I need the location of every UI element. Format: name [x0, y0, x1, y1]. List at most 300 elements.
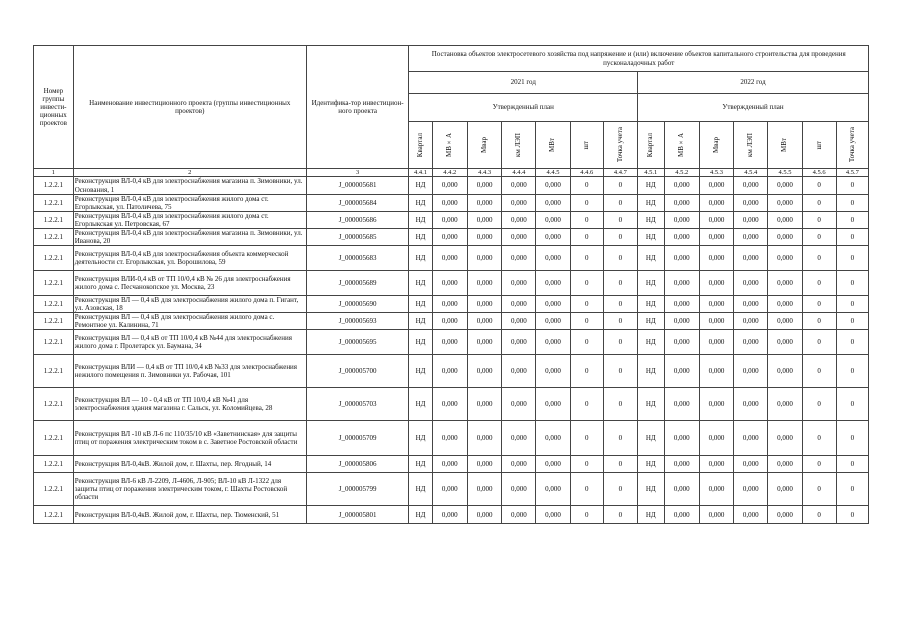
header-subcol-2022 — [836, 122, 868, 169]
row-value-2022: 0,000 — [768, 177, 802, 194]
row-value-2022: 0 — [836, 355, 868, 388]
row-value-2021: 0,000 — [432, 355, 467, 388]
row-value-2022: НД — [638, 330, 665, 355]
row-value-2022: 0 — [802, 330, 836, 355]
row-value-2021: 0,000 — [536, 245, 570, 270]
row-value-2022: 0 — [836, 245, 868, 270]
row-value-2021: 0 — [603, 388, 637, 421]
row-group-number: 1.2.2.1 — [34, 177, 74, 194]
table-row — [34, 270, 869, 295]
row-value-2022: 0,000 — [768, 473, 802, 506]
row-value-2022: 0 — [836, 228, 868, 245]
column-number: 2 — [73, 169, 306, 177]
row-value-2021: 0 — [603, 228, 637, 245]
row-project-name: Реконструкция ВЛ-0,4 кВ для электроснабжения магазина п. Зимовники, ул. Основания, 1 — [73, 177, 306, 194]
row-project-name: Реконструкция ВЛИ — 0,4 кВ от ТП 10/0,4 кВ №33 для электроснабжения нежилого помещения п. Зимовники ул. Рабочая, 101 — [73, 355, 306, 388]
row-value-2021: 0,000 — [432, 473, 467, 506]
row-value-2022: 0 — [802, 270, 836, 295]
row-value-2022: 0,000 — [664, 421, 699, 456]
row-project-id: J_000005689 — [306, 270, 409, 295]
row-value-2021: 0,000 — [467, 245, 501, 270]
row-value-2021: 0,000 — [502, 270, 536, 295]
row-value-2021: НД — [409, 388, 432, 421]
row-value-2022: 0 — [836, 421, 868, 456]
row-value-2021: 0 — [603, 456, 637, 473]
row-value-2022: 0,000 — [664, 228, 699, 245]
row-group-number: 1.2.2.1 — [34, 211, 74, 228]
header-subcol-label: Мвар — [711, 136, 720, 154]
row-value-2022: НД — [638, 388, 665, 421]
row-value-2022: 0,000 — [699, 506, 733, 524]
row-value-2021: 0,000 — [467, 177, 501, 194]
row-value-2022: 0,000 — [699, 211, 733, 228]
row-value-2021: 0,000 — [536, 388, 570, 421]
row-value-2022: 0,000 — [768, 194, 802, 211]
row-value-2022: 0 — [836, 506, 868, 524]
header-subcol-2021 — [467, 122, 501, 169]
row-value-2021: 0,000 — [467, 295, 501, 312]
row-value-2021: 0,000 — [536, 421, 570, 456]
row-project-id: J_000005690 — [306, 295, 409, 312]
row-value-2022: 0,000 — [664, 506, 699, 524]
row-value-2021: 0,000 — [536, 506, 570, 524]
row-value-2022: 0,000 — [768, 312, 802, 329]
row-value-2021: 0 — [570, 456, 603, 473]
row-value-2022: 0,000 — [734, 211, 768, 228]
row-value-2022: 0,000 — [664, 245, 699, 270]
row-value-2021: 0 — [570, 388, 603, 421]
row-value-2022: НД — [638, 177, 665, 194]
header-subcol-2022 — [734, 122, 768, 169]
row-value-2022: 0,000 — [734, 388, 768, 421]
row-value-2022: 0,000 — [768, 245, 802, 270]
row-value-2021: 0,000 — [432, 506, 467, 524]
table-row — [34, 194, 869, 211]
header-subcol-label: Точка учета — [847, 127, 856, 163]
column-number: 4.5.6 — [802, 169, 836, 177]
row-value-2022: 0,000 — [734, 177, 768, 194]
row-value-2021: 0,000 — [502, 473, 536, 506]
row-value-2022: 0 — [836, 312, 868, 329]
row-value-2021: 0 — [603, 295, 637, 312]
row-value-2022: 0 — [802, 355, 836, 388]
row-value-2021: 0 — [603, 194, 637, 211]
row-value-2021: 0,000 — [467, 312, 501, 329]
row-value-2021: 0,000 — [536, 456, 570, 473]
row-value-2022: 0,000 — [699, 330, 733, 355]
row-value-2021: 0,000 — [536, 355, 570, 388]
row-value-2021: 0 — [603, 245, 637, 270]
row-value-2021: НД — [409, 473, 432, 506]
row-value-2021: 0 — [570, 421, 603, 456]
row-value-2021: 0,000 — [536, 473, 570, 506]
row-value-2022: 0 — [802, 421, 836, 456]
row-value-2021: 0,000 — [502, 456, 536, 473]
row-value-2022: НД — [638, 421, 665, 456]
row-value-2022: 0,000 — [734, 506, 768, 524]
header-subcol-2021 — [409, 122, 432, 169]
row-value-2022: НД — [638, 228, 665, 245]
row-group-number: 1.2.2.1 — [34, 270, 74, 295]
row-project-id: J_000005681 — [306, 177, 409, 194]
header-subcol-2021 — [536, 122, 570, 169]
row-value-2022: 0,000 — [734, 228, 768, 245]
header-main-title: Постановка объектов электросетевого хозяйства под напряжение и (или) включение объектов капитального строительства для проведения пусконаладочных работ — [409, 46, 869, 72]
row-value-2021: НД — [409, 211, 432, 228]
row-value-2022: 0 — [802, 388, 836, 421]
row-value-2022: 0,000 — [664, 388, 699, 421]
table-row — [34, 211, 869, 228]
row-value-2021: 0 — [570, 355, 603, 388]
row-value-2021: 0 — [603, 330, 637, 355]
row-group-number: 1.2.2.1 — [34, 456, 74, 473]
row-value-2021: НД — [409, 421, 432, 456]
header-subcol-label: МВт — [548, 138, 557, 152]
table-row — [34, 473, 869, 506]
row-value-2021: 0,000 — [467, 194, 501, 211]
row-value-2021: 0,000 — [432, 330, 467, 355]
row-group-number: 1.2.2.1 — [34, 355, 74, 388]
row-value-2021: 0,000 — [536, 312, 570, 329]
row-value-2022: 0,000 — [734, 295, 768, 312]
row-value-2021: 0,000 — [467, 211, 501, 228]
row-project-id: J_000005703 — [306, 388, 409, 421]
row-value-2022: 0,000 — [768, 421, 802, 456]
row-value-2021: 0,000 — [502, 355, 536, 388]
row-group-number: 1.2.2.1 — [34, 473, 74, 506]
row-value-2022: 0,000 — [699, 473, 733, 506]
column-number: 4.4.2 — [432, 169, 467, 177]
row-project-name: Реконструкция ВЛ-0,4кВ. Жилой дом, г. Шахты, пер. Ягодный, 14 — [73, 456, 306, 473]
header-subcol-label: Мвар — [479, 136, 488, 154]
row-value-2022: 0,000 — [664, 194, 699, 211]
row-value-2021: 0 — [603, 506, 637, 524]
row-value-2022: НД — [638, 456, 665, 473]
row-value-2021: 0,000 — [502, 506, 536, 524]
row-value-2021: 0,000 — [467, 355, 501, 388]
row-project-id: J_000005695 — [306, 330, 409, 355]
column-number: 4.4.5 — [536, 169, 570, 177]
table-row — [34, 388, 869, 421]
row-value-2022: 0 — [836, 456, 868, 473]
row-value-2022: НД — [638, 506, 665, 524]
row-group-number: 1.2.2.1 — [34, 330, 74, 355]
column-number: 4.4.4 — [502, 169, 536, 177]
row-value-2022: 0,000 — [734, 330, 768, 355]
row-value-2022: 0,000 — [768, 456, 802, 473]
row-project-name: Реконструкция ВЛИ-0,4 кВ от ТП 10/0,4 кВ № 26 для электроснабжения жилого дома с. Песчанокопское ул. Москва, 23 — [73, 270, 306, 295]
row-value-2022: 0 — [836, 295, 868, 312]
row-value-2022: 0 — [836, 194, 868, 211]
column-number: 1 — [34, 169, 74, 177]
row-group-number: 1.2.2.1 — [34, 194, 74, 211]
row-value-2022: НД — [638, 295, 665, 312]
table-row — [34, 330, 869, 355]
row-value-2021: НД — [409, 295, 432, 312]
row-value-2021: 0,000 — [467, 228, 501, 245]
header-subcol-2022 — [768, 122, 802, 169]
row-group-number: 1.2.2.1 — [34, 421, 74, 456]
row-value-2022: 0 — [836, 270, 868, 295]
row-value-2022: 0 — [802, 177, 836, 194]
row-value-2022: 0,000 — [664, 177, 699, 194]
column-number: 4.4.6 — [570, 169, 603, 177]
row-value-2022: 0,000 — [734, 194, 768, 211]
row-value-2021: 0,000 — [432, 245, 467, 270]
header-group-number: Номер группы инвести-ционных проектов — [34, 46, 74, 169]
header-subcol-label: МВт — [780, 138, 789, 152]
column-number: 4.5.7 — [836, 169, 868, 177]
row-value-2022: 0,000 — [768, 506, 802, 524]
row-value-2022: 0,000 — [664, 355, 699, 388]
column-number: 3 — [306, 169, 409, 177]
header-subcol-2022 — [699, 122, 733, 169]
row-group-number: 1.2.2.1 — [34, 245, 74, 270]
header-subcol-label: км ЛЭП — [746, 132, 755, 157]
row-value-2022: 0,000 — [699, 388, 733, 421]
row-value-2022: 0,000 — [734, 270, 768, 295]
row-value-2021: 0,000 — [467, 330, 501, 355]
header-subcol-label: Квартал — [646, 132, 655, 158]
row-value-2022: 0,000 — [734, 456, 768, 473]
column-number: 4.5.3 — [699, 169, 733, 177]
row-value-2022: 0,000 — [699, 312, 733, 329]
row-project-name: Реконструкция ВЛ — 0,4 кВ для электроснабжения жилого дома п. Гигант, ул. Азовская, 18 — [73, 295, 306, 312]
investment-program-table-page — [33, 45, 869, 524]
row-value-2022: НД — [638, 270, 665, 295]
header-subcol-2021 — [432, 122, 467, 169]
row-value-2022: 0,000 — [664, 456, 699, 473]
row-value-2021: 0 — [603, 473, 637, 506]
row-value-2021: 0,000 — [467, 473, 501, 506]
row-value-2021: 0,000 — [467, 388, 501, 421]
row-value-2022: НД — [638, 312, 665, 329]
row-value-2021: 0 — [603, 421, 637, 456]
row-value-2022: НД — [638, 194, 665, 211]
row-value-2022: НД — [638, 211, 665, 228]
row-project-id: J_000005700 — [306, 355, 409, 388]
row-value-2021: НД — [409, 194, 432, 211]
row-value-2021: 0,000 — [502, 295, 536, 312]
column-number: 4.4.3 — [467, 169, 501, 177]
row-value-2022: 0,000 — [699, 270, 733, 295]
header-project-name: Наименование инвестиционного проекта (группы инвестиционных проектов) — [73, 46, 306, 169]
row-value-2021: 0,000 — [432, 194, 467, 211]
header-subcol-label: Точка учета — [615, 127, 624, 163]
header-subcol-label: МВ×А — [677, 133, 686, 157]
row-value-2021: 0 — [603, 177, 637, 194]
table-row — [34, 312, 869, 329]
row-value-2021: НД — [409, 245, 432, 270]
row-project-name: Реконструкция ВЛ-0,4 кВ для электроснабжения жилого дома ст. Егорлыкская, ул. Патоличева, 75 — [73, 194, 306, 211]
row-project-id: J_000005806 — [306, 456, 409, 473]
table-row — [34, 355, 869, 388]
row-group-number: 1.2.2.1 — [34, 506, 74, 524]
row-value-2021: 0,000 — [502, 421, 536, 456]
row-value-2021: 0,000 — [432, 177, 467, 194]
column-number: 4.4.1 — [409, 169, 432, 177]
row-value-2022: 0 — [802, 194, 836, 211]
row-project-id: J_000005686 — [306, 211, 409, 228]
row-value-2021: 0 — [570, 473, 603, 506]
row-value-2022: 0,000 — [768, 355, 802, 388]
row-value-2021: 0,000 — [536, 211, 570, 228]
row-value-2022: 0 — [836, 330, 868, 355]
header-subcol-2022 — [802, 122, 836, 169]
row-value-2021: 0,000 — [536, 228, 570, 245]
row-value-2021: 0 — [570, 330, 603, 355]
row-value-2021: 0,000 — [432, 295, 467, 312]
row-value-2021: 0,000 — [432, 456, 467, 473]
investment-projects-table — [33, 45, 869, 524]
row-value-2021: 0 — [570, 228, 603, 245]
row-value-2022: 0,000 — [768, 270, 802, 295]
header-approved-plan-2021: Утвержденный план — [409, 94, 638, 122]
row-value-2021: НД — [409, 355, 432, 388]
row-value-2022: 0,000 — [768, 228, 802, 245]
row-value-2021: 0,000 — [432, 421, 467, 456]
row-value-2022: 0 — [836, 177, 868, 194]
row-value-2022: 0,000 — [734, 421, 768, 456]
header-year-2021: 2021 год — [409, 72, 638, 94]
column-number: 4.4.7 — [603, 169, 637, 177]
row-value-2021: 0 — [570, 506, 603, 524]
header-project-id: Идентифика-тор инвестицион-ного проекта — [306, 46, 409, 169]
header-year-2022: 2022 год — [638, 72, 869, 94]
table-row — [34, 177, 869, 194]
row-value-2021: 0,000 — [432, 388, 467, 421]
row-value-2022: 0,000 — [664, 295, 699, 312]
row-value-2021: 0,000 — [536, 330, 570, 355]
row-value-2021: 0,000 — [536, 295, 570, 312]
row-value-2022: 0,000 — [734, 312, 768, 329]
row-project-name: Реконструкция ВЛ — 10 - 0,4 кВ от ТП 10/0,4 кВ №41 для электроснабжения здания магазина г. Сальск, ул. Коломийцева, 28 — [73, 388, 306, 421]
row-value-2021: 0 — [570, 211, 603, 228]
row-value-2022: 0 — [802, 456, 836, 473]
table-row — [34, 295, 869, 312]
row-value-2022: 0 — [836, 473, 868, 506]
row-value-2022: 0,000 — [734, 245, 768, 270]
row-value-2021: 0,000 — [467, 421, 501, 456]
row-project-name: Реконструкция ВЛ -10 кВ Л-6 пс 110/35/10 кВ «Заветнинская» для защиты птиц от поражения электрическим током в с. Заветное Ростовской области — [73, 421, 306, 456]
row-value-2022: 0,000 — [768, 295, 802, 312]
row-value-2022: 0 — [802, 473, 836, 506]
row-value-2022: 0,000 — [734, 473, 768, 506]
table-row — [34, 228, 869, 245]
row-value-2021: 0,000 — [502, 177, 536, 194]
row-project-id: J_000005693 — [306, 312, 409, 329]
row-value-2022: 0,000 — [664, 211, 699, 228]
row-value-2022: 0 — [836, 211, 868, 228]
row-value-2022: 0,000 — [699, 456, 733, 473]
row-value-2021: 0,000 — [502, 228, 536, 245]
row-project-id: J_000005709 — [306, 421, 409, 456]
row-project-name: Реконструкция ВЛ-6 кВ Л-2209, Л-4606, Л-905; ВЛ-10 кВ Л-1322 для защиты птиц от поражения электрическим током, г. Шахты Ростовской области — [73, 473, 306, 506]
row-value-2021: НД — [409, 270, 432, 295]
row-value-2022: 0,000 — [699, 177, 733, 194]
row-value-2022: 0,000 — [699, 245, 733, 270]
row-project-name: Реконструкция ВЛ-0,4кВ. Жилой дом, г. Шахты, пер. Тюменский, 51 — [73, 506, 306, 524]
row-value-2022: 0 — [836, 388, 868, 421]
row-group-number: 1.2.2.1 — [34, 388, 74, 421]
row-value-2021: 0,000 — [502, 312, 536, 329]
column-number: 4.5.1 — [638, 169, 665, 177]
row-value-2022: НД — [638, 473, 665, 506]
row-value-2022: 0 — [802, 211, 836, 228]
row-value-2021: 0 — [570, 270, 603, 295]
row-value-2022: 0,000 — [768, 388, 802, 421]
row-value-2021: НД — [409, 177, 432, 194]
row-value-2022: НД — [638, 355, 665, 388]
row-value-2021: НД — [409, 506, 432, 524]
row-value-2021: 0,000 — [467, 506, 501, 524]
row-value-2022: 0,000 — [699, 421, 733, 456]
row-value-2021: 0 — [603, 211, 637, 228]
header-subcol-2021 — [570, 122, 603, 169]
row-value-2021: 0,000 — [502, 194, 536, 211]
row-value-2021: 0,000 — [432, 312, 467, 329]
row-value-2021: 0,000 — [467, 456, 501, 473]
column-number: 4.5.5 — [768, 169, 802, 177]
row-value-2022: 0 — [802, 312, 836, 329]
row-value-2021: 0 — [603, 270, 637, 295]
row-value-2021: 0 — [603, 355, 637, 388]
row-group-number: 1.2.2.1 — [34, 295, 74, 312]
row-value-2021: 0 — [570, 177, 603, 194]
row-value-2022: 0 — [802, 228, 836, 245]
header-subcol-2021 — [502, 122, 536, 169]
row-value-2022: 0,000 — [699, 228, 733, 245]
row-project-name: Реконструкция ВЛ-0,4 кВ для электроснабжения магазина п. Зимовники, ул. Иванова, 20 — [73, 228, 306, 245]
row-value-2022: 0,000 — [664, 330, 699, 355]
row-project-id: J_000005801 — [306, 506, 409, 524]
row-project-name: Реконструкция ВЛ-0,4 кВ для электроснабжения объекта коммерческой деятельности ст. Егорлыкская, ул. Ворошилова, 59 — [73, 245, 306, 270]
table-row — [34, 421, 869, 456]
row-value-2022: 0,000 — [699, 355, 733, 388]
row-value-2021: 0 — [570, 194, 603, 211]
row-project-name: Реконструкция ВЛ — 0,4 кВ от ТП 10/0,4 кВ №44 для электроснабжения жилого дома г. Пролетарск ул. Баумана, 34 — [73, 330, 306, 355]
row-value-2022: 0,000 — [699, 295, 733, 312]
header-subcol-label: Квартал — [415, 132, 424, 158]
header-approved-plan-2022: Утвержденный план — [638, 94, 869, 122]
row-value-2021: 0,000 — [502, 388, 536, 421]
header-subcol-label: МВ×А — [445, 133, 454, 157]
row-value-2021: 0,000 — [502, 211, 536, 228]
row-value-2022: 0,000 — [664, 270, 699, 295]
row-value-2022: 0,000 — [734, 355, 768, 388]
table-row — [34, 245, 869, 270]
row-project-id: J_000005683 — [306, 245, 409, 270]
row-value-2021: 0,000 — [536, 194, 570, 211]
row-value-2021: 0,000 — [536, 270, 570, 295]
row-value-2022: 0,000 — [664, 312, 699, 329]
column-number: 4.5.2 — [664, 169, 699, 177]
row-value-2022: 0,000 — [664, 473, 699, 506]
row-value-2022: 0 — [802, 245, 836, 270]
row-project-id: J_000005685 — [306, 228, 409, 245]
row-project-id: J_000005799 — [306, 473, 409, 506]
row-value-2021: НД — [409, 228, 432, 245]
row-value-2021: 0 — [570, 245, 603, 270]
header-subcol-2022 — [664, 122, 699, 169]
row-value-2021: НД — [409, 312, 432, 329]
row-project-id: J_000005684 — [306, 194, 409, 211]
table-row — [34, 506, 869, 524]
column-number: 4.5.4 — [734, 169, 768, 177]
row-value-2021: 0,000 — [432, 270, 467, 295]
row-value-2022: 0,000 — [768, 330, 802, 355]
row-group-number: 1.2.2.1 — [34, 312, 74, 329]
